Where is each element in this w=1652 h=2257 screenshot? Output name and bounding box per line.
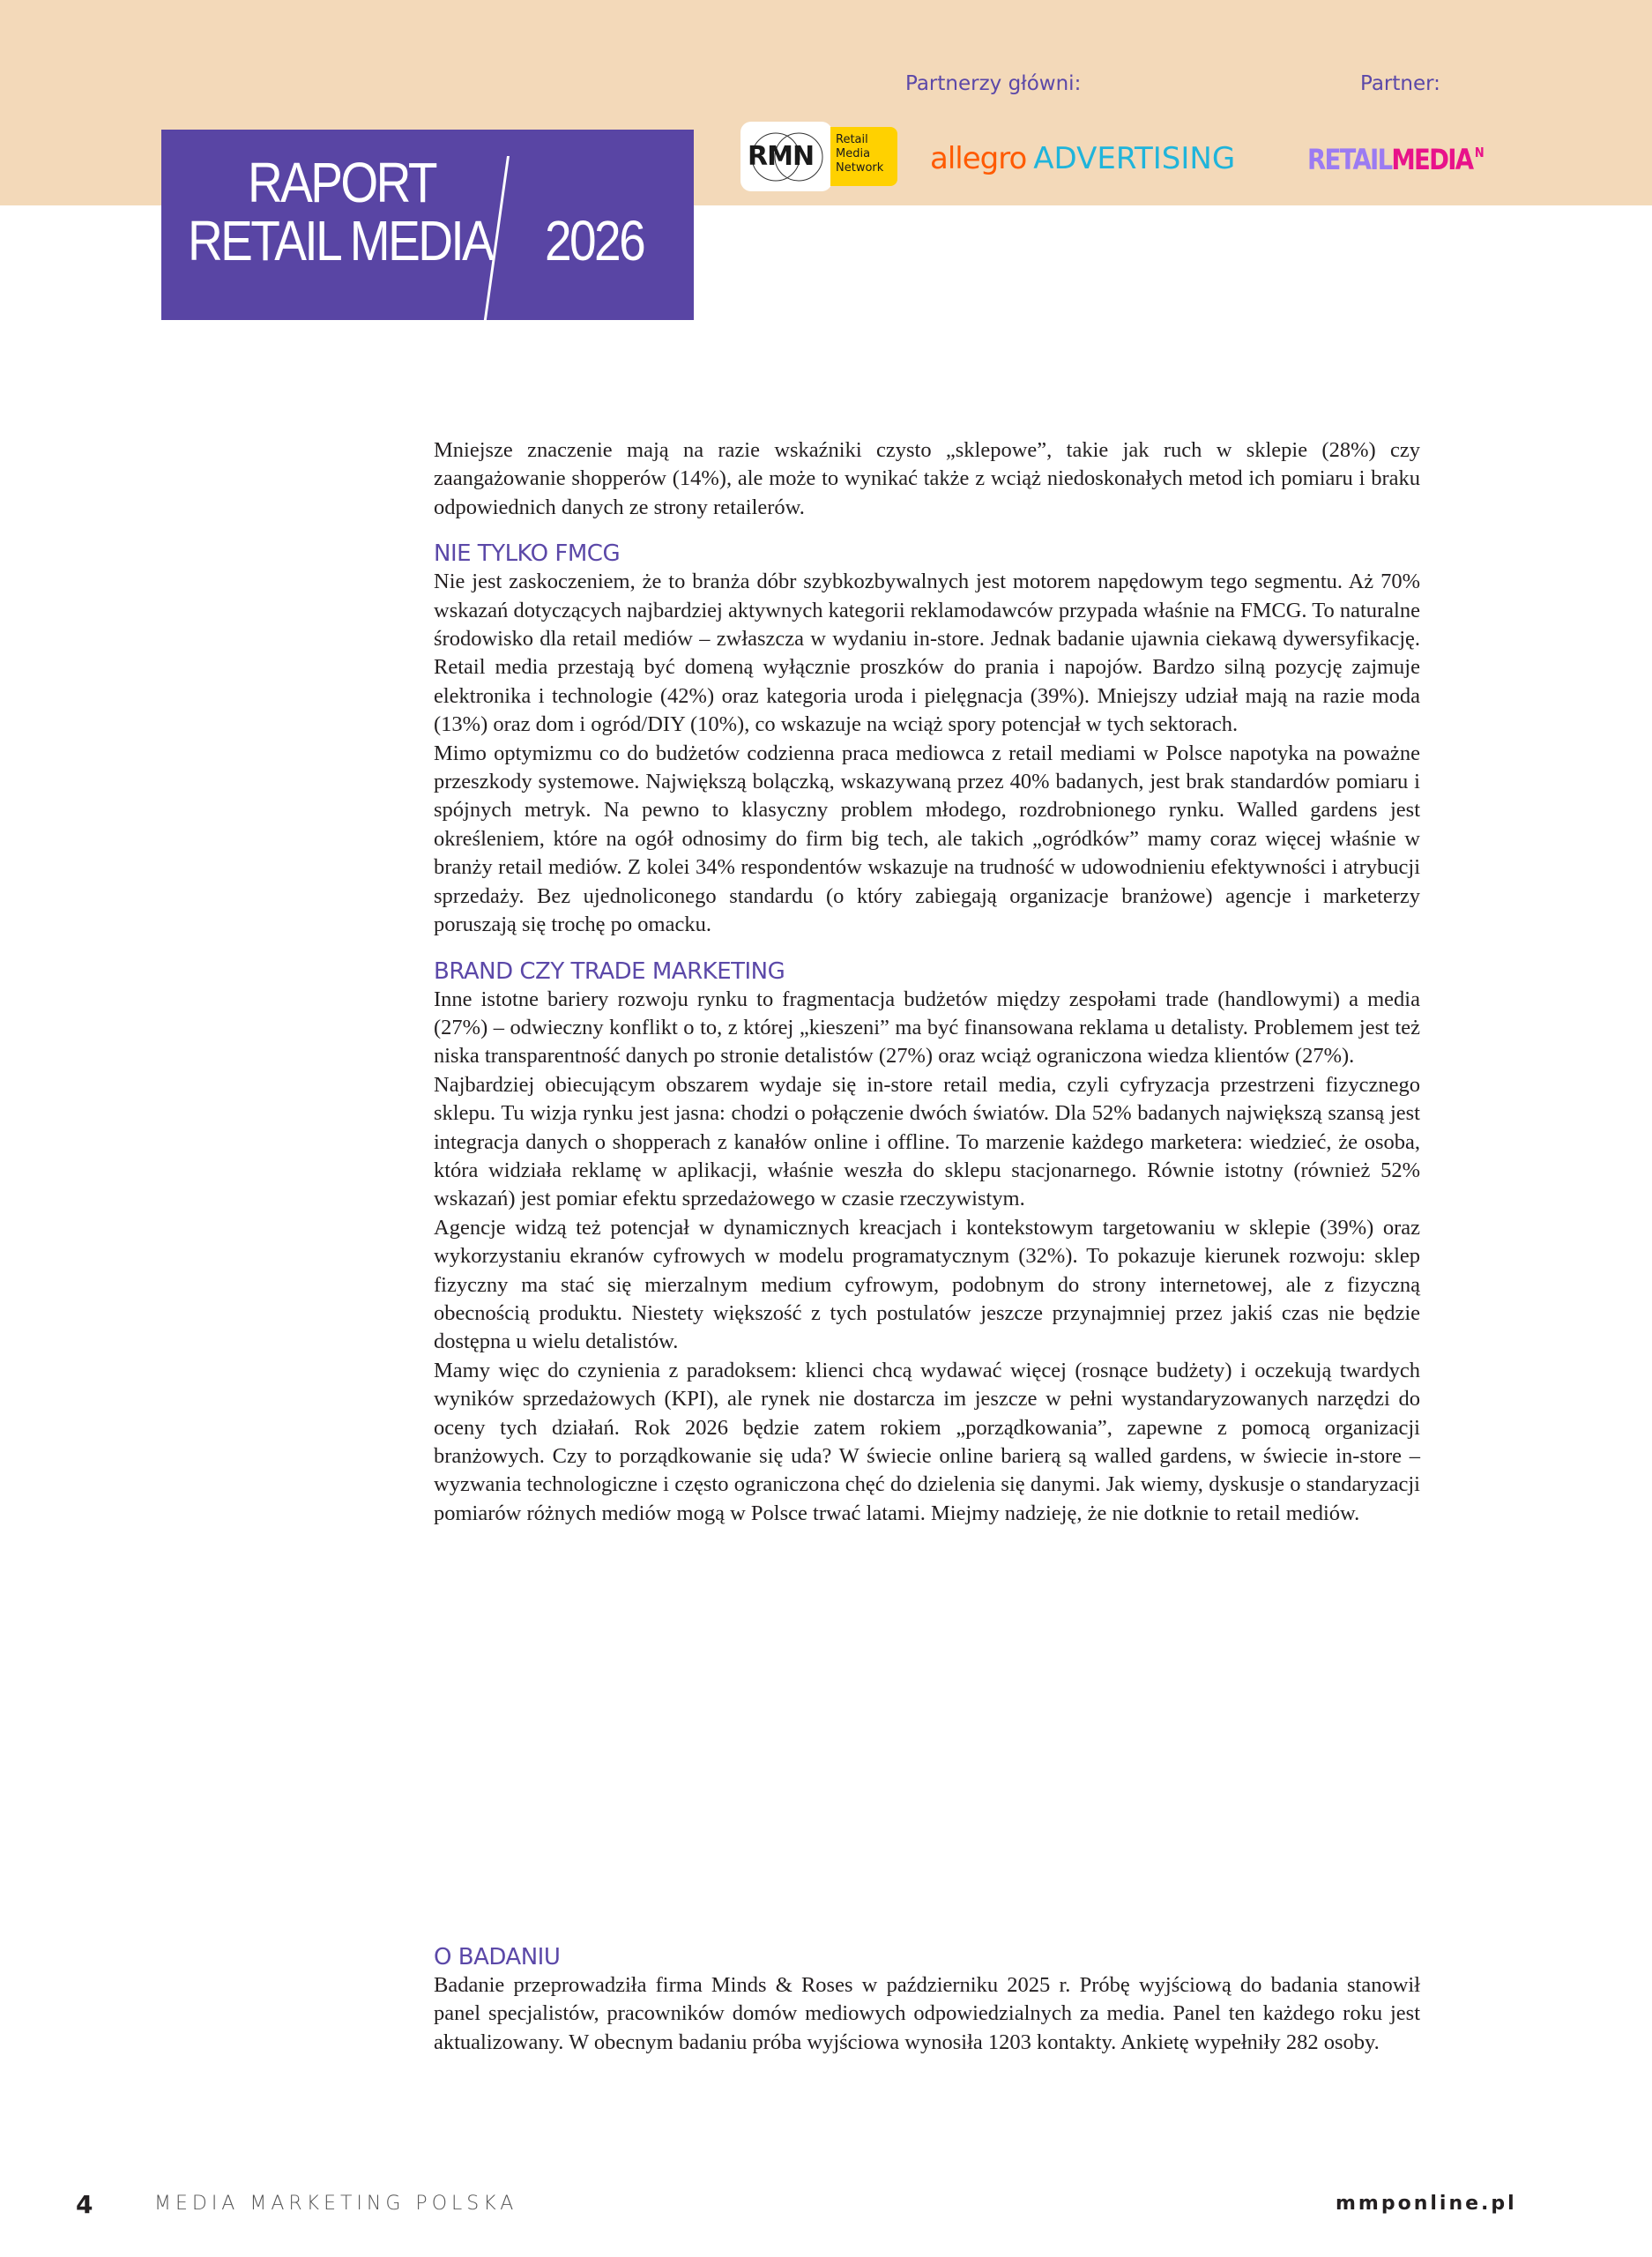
paragraph: Najbardziej obiecującym obszarem wydaje się in-store retail media, czyli cyfryzacja przestrzeni fizycznego sklepu. Tu wizja rynku jest jasna: chodzi o połączenie dwóch światów. Dla 52% badanych największą szansą jest integracja danych o shopperach z kanałów online i offline. To marzenie każdego marketera: wiedzieć, że osoba, która widziała reklamę w aplikacji, właśnie weszła do sklepu stacjonarnego. Równie istotny (również 52% wskazań) jest pomiar efektu sprzedażowego w czasie rzeczywistym. — [434, 1072, 1420, 1211]
paragraph: Mimo optymizmu co do budżetów codzienna praca mediowca z retail mediami w Polsce napotyka na poważne przeszkody systemowe. Największą bolączką, wskazywaną przez 40% badanych, jest brak standardów pomiaru i spójnych metryk. Na pewno to klasyczny problem młodego, rozdrobnionego rynku. Walled gardens jest określeniem, które na ogół odnosimy do firm big tech, ale takich „ogródków” mamy coraz więcej właśnie w branży retail mediów. Z kolei 34% respondentów wskazuje na trudność w udowodnieniu efektywności i atrybucji sprzedaży. Bez ujednoliconego standardu (o który zabiegają organizacje branżowe) agencje i marketerzy poruszają się trochę po omacku. — [434, 741, 1420, 937]
website-link[interactable]: mmponline.pl — [1336, 2193, 1517, 2215]
allegro-advertising-logo[interactable] — [930, 141, 1235, 176]
report-year: 2026 — [545, 209, 644, 272]
rmn-logo[interactable] — [740, 122, 899, 192]
about-text: Badanie przeprowadziła firma Minds & Roses w październiku 2025 r. Próbę wyjściową do badania stanowił panel specjalistów, pracowników domów mediowych odpowiedzialnych za media. Panel ten każdego roku jest aktualizowany. W obecnym badaniu próba wyjściowa wynosiła 1203 kontakty. Ankietę wypełniły 282 osoby. — [434, 1973, 1420, 2054]
rmn-word: Media — [836, 147, 871, 160]
main-partners-label: Partnerzy główni: — [905, 72, 1082, 95]
paragraph: Agencje widzą też potencjał w dynamicznych kreacjach i kontekstowym targetowaniu w sklepie (39%) oraz wykorzystaniu ekranów cyfrowych w modelu programatycznym (32%). To pokazuje kierunek rozwoju: sklep fizyczny ma stać się mierzalnym medium cyfrowym, podobnym do strony internetowej, ale z fizyczną obecnością produktu. Niestety większość z tych postulatów jeszcze przynajmniej przez jakiś czas nie będzie dostępna u wielu detalistów. — [434, 1215, 1420, 1354]
report-title-line1: RAPORT — [248, 151, 435, 214]
about-study-box — [434, 1943, 1420, 2057]
paragraph: Mamy więc do czynienia z paradoksem: klienci chcą wydawać więcej (rosnące budżety) i oczekują twardych wyników sprzedażowych (KPI), ale rynek nie dostarcza im jeszcze w pełni wystandaryzowanych narzędzi do oceny tych działań. Rok 2026 będzie zatem rokiem „porządkowania”, zapewne z pomocą organizacji branżowych. Czy to porządkowanie się uda? W świecie online barierą są walled gardens, w świecie in-store – wyzwania technologiczne i często ograniczona chęć do dzielenia się danymi. Jak wiemy, dyskusje o standaryzacji pomiarów różnych mediów mogą w Polsce trwać latami. Miejmy nadzieję, że nie dotknie to retail mediów. — [434, 1358, 1420, 1525]
magazine-name: MEDIA MARKETING POLSKA — [154, 2193, 518, 2215]
report-title-box — [161, 130, 694, 320]
retailmedian-part1: RETAIL — [1307, 143, 1392, 176]
retailmedian-part3: N — [1474, 145, 1484, 160]
retail-media-n-logo[interactable] — [1307, 143, 1483, 176]
article-body — [434, 436, 1420, 1528]
partner-label: Partner: — [1360, 72, 1440, 95]
page-number: 4 — [76, 2190, 93, 2219]
rmn-logo-letters: RMN — [748, 141, 815, 172]
rmn-logo-words — [836, 133, 883, 175]
paragraph: Nie jest zaskoczeniem, że to branża dóbr szybkozbywalnych jest motorem napędowym tego segmentu. Aż 70% wskazań dotyczących najbardziej aktywnych kategorii reklamodawców przypada właśnie na FMCG. To naturalne środowisko dla retail mediów – zwłaszcza w wydaniu in-store. Jednak badanie ujawnia ciekawą dywersyfikację. Retail media przestają być domeną wyłącznie proszków do prania i napojów. Bardzo silną pozycję zajmuje elektronika i technologie (42%) oraz kategoria uroda i pielęgnacja (39%). Mniejszy udział mają na razie moda (13%) oraz dom i ogród/DIY (10%), co wskazuje na wciąż spory potencjał w tych sektorach. — [434, 570, 1420, 737]
section-heading: NIE TYLKO FMCG — [434, 540, 621, 568]
advertising-wordmark: ADVERTISING — [1033, 141, 1236, 176]
rmn-word: Network — [836, 161, 884, 175]
retailmedian-part2: MEDIA — [1391, 143, 1473, 176]
about-heading: O BADANIU — [434, 1944, 561, 1970]
intro-paragraph: Mniejsze znaczenie mają na razie wskaźniki czysto „sklepowe”, takie jak ruch w sklepie (28%) czy zaangażowanie shopperów (14%), ale może to wynikać także z wciąż niedoskonałych metod ich pomiaru i braku odpowiednich danych ze strony retailerów. — [434, 438, 1420, 519]
paragraph: Inne istotne bariery rozwoju rynku to fragmentacja budżetów między zespołami trade (handlowymi) a media (27%) – odwieczny konflikt o to, z której „kieszeni” ma być finansowana reklama u detalisty. Problemem jest też niska transparentność danych po stronie detalistów (27%) oraz wciąż ograniczona wiedza klientów (27%). — [434, 987, 1420, 1069]
allegro-wordmark: allegro — [930, 141, 1027, 176]
report-title-line2: RETAIL MEDIA — [188, 209, 493, 272]
rmn-word: Retail — [836, 133, 868, 146]
section-heading: BRAND CZY TRADE MARKETING — [434, 957, 785, 985]
